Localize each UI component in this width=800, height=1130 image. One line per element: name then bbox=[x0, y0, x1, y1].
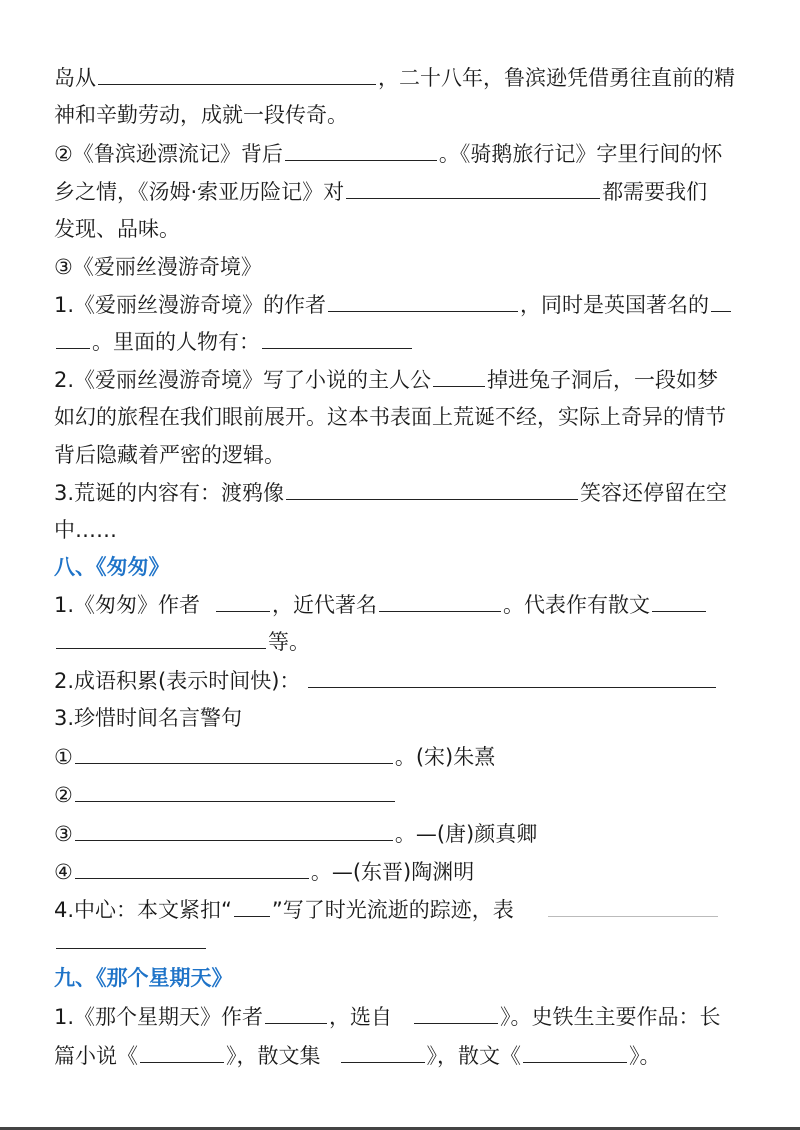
text-line: 乡之情，《汤姆·索亚历险记》对 都需要我们 bbox=[54, 172, 707, 212]
text-line: 1.《那个星期天》作者 ，选自 》。史铁生主要作品：长 bbox=[54, 997, 721, 1037]
text-line bbox=[54, 922, 208, 962]
answer-blank[interactable] bbox=[56, 324, 90, 349]
answer-blank[interactable] bbox=[216, 587, 270, 612]
answer-blank[interactable] bbox=[308, 663, 716, 688]
text-line: 发现、品味。 bbox=[54, 217, 180, 241]
answer-blank[interactable] bbox=[414, 999, 498, 1024]
answer-blank[interactable] bbox=[98, 60, 376, 85]
answer-blank[interactable] bbox=[285, 136, 437, 161]
text-line: ① 。(宋)朱熹 bbox=[54, 737, 495, 777]
text-line: ②《鲁滨逊漂流记》背后 。《骑鹅旅行记》字里行间的怀 bbox=[54, 134, 722, 174]
answer-blank[interactable] bbox=[711, 287, 731, 312]
text-line: 2.成语积累(表示时间快)： bbox=[54, 661, 718, 701]
text-line: 。里面的人物有： bbox=[54, 322, 414, 362]
answer-blank[interactable] bbox=[548, 892, 718, 917]
text-line: ② bbox=[54, 775, 397, 815]
text-line: 1.《爱丽丝漫游奇境》的作者 ，同时是英国著名的 bbox=[54, 285, 733, 325]
text-line: 如幻的旅程在我们眼前展开。这本书表面上荒诞不经，实际上奇异的情节 bbox=[54, 405, 726, 429]
answer-blank[interactable] bbox=[75, 854, 309, 879]
answer-blank[interactable] bbox=[265, 999, 327, 1024]
text-line: ③ 。—(唐)颜真卿 bbox=[54, 814, 537, 854]
answer-blank[interactable] bbox=[262, 324, 412, 349]
answer-blank[interactable] bbox=[234, 892, 270, 917]
text-line: 4.中心：本文紧扣“ ”写了时光流逝的踪迹，表 bbox=[54, 890, 720, 930]
text-line: 篇小说《 》，散文集 》，散文《 》。 bbox=[54, 1036, 661, 1076]
answer-blank[interactable] bbox=[379, 587, 501, 612]
text-line: ④ 。—(东晋)陶渊明 bbox=[54, 852, 474, 892]
text-line: 中…… bbox=[54, 518, 117, 542]
answer-blank[interactable] bbox=[341, 1038, 425, 1063]
text-line: 岛从 ，二十八年，鲁滨逊凭借勇往直前的精 bbox=[54, 58, 735, 98]
text-line: 等。 bbox=[54, 622, 310, 662]
text-line: 2.《爱丽丝漫游奇境》写了小说的主人公 掉进兔子洞后，一段如梦 bbox=[54, 360, 718, 400]
section-heading-9: 九、《那个星期天》 bbox=[54, 966, 233, 990]
answer-blank[interactable] bbox=[56, 624, 266, 649]
text-line: 背后隐藏着严密的逻辑。 bbox=[54, 443, 285, 467]
answer-blank[interactable] bbox=[523, 1038, 627, 1063]
text-line: 3.荒诞的内容有：渡鸦像 笑容还停留在空 bbox=[54, 473, 727, 513]
answer-blank[interactable] bbox=[140, 1038, 224, 1063]
text-line: 神和辛勤劳动，成就一段传奇。 bbox=[54, 103, 348, 127]
section-heading-8: 八、《匆匆》 bbox=[54, 555, 170, 579]
answer-blank[interactable] bbox=[346, 174, 600, 199]
text-line: ③《爱丽丝漫游奇境》 bbox=[54, 255, 262, 279]
answer-blank[interactable] bbox=[75, 739, 393, 764]
text-line: 1.《匆匆》作者 ，近代著名 。代表作有散文 bbox=[54, 585, 708, 625]
answer-blank[interactable] bbox=[433, 362, 485, 387]
answer-blank[interactable] bbox=[75, 777, 395, 802]
answer-blank[interactable] bbox=[75, 816, 393, 841]
answer-blank[interactable] bbox=[328, 287, 518, 312]
answer-blank[interactable] bbox=[56, 924, 206, 949]
answer-blank[interactable] bbox=[652, 587, 706, 612]
text-line: 3.珍惜时间名言警句 bbox=[54, 706, 243, 730]
answer-blank[interactable] bbox=[286, 475, 578, 500]
